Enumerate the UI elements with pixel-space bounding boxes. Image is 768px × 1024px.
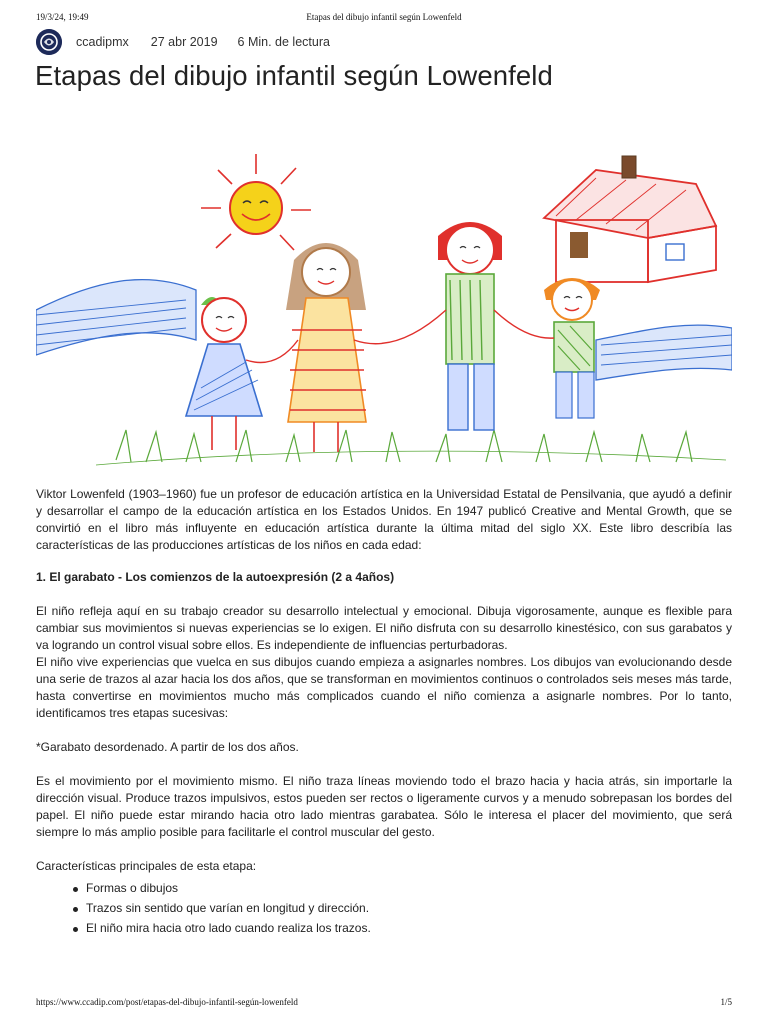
print-url[interactable]: https://www.ccadip.com/post/etapas-del-dibujo-infantil-según-lowenfeld <box>36 997 298 1007</box>
house-icon <box>544 156 716 282</box>
mother-figure <box>286 243 366 452</box>
list-item: Formas o dibujos <box>36 880 732 897</box>
post-date: 27 abr 2019 <box>150 35 218 49</box>
paragraph: El niño vive experiencias que vuelca en sus dibujos cuando empieza a asignarles nombres. Los dibujos van evolucionando desde una serie de trazos al azar hacia los dos años, que se transforman en movimientos continuos o controlados seis meses más tarde, hasta convertirse en movimientos mucho más complicados cuando el niño comienza a asignarle nombres. Por lo tanto, identificamos tres etapas sucesivas: <box>36 655 732 720</box>
river-shape <box>36 280 732 380</box>
print-timestamp: 19/3/24, 19:49 <box>36 12 89 22</box>
avatar[interactable] <box>36 29 62 55</box>
article-body <box>36 486 732 940</box>
post-meta <box>36 29 330 55</box>
list-item: El niño mira hacia otro lado cuando realiza los trazos. <box>36 920 732 937</box>
paragraph-garabato-desordenado: *Garabato desordenado. A partir de los dos años. <box>36 740 299 754</box>
hero-image-child-drawing <box>36 140 732 480</box>
article-title: Etapas del dibujo infantil según Lowenfeld <box>35 60 553 91</box>
paragraph: Es el movimiento por el movimiento mismo. El niño traza líneas moviendo todo el brazo hacia y hacia atrás, sin importarle la dirección visual. Produce trazos impulsivos, estos pueden ser rectos o ligeramente curvos y a menudo sobrepasan los bordes del papel. El niño puede estar mirando hacia otro lado mientras garabatea. Sólo le interesa el placer del movimiento, que será siempre lo más amplio posible para facilitarle el control muscular del gesto. <box>36 774 732 839</box>
read-time: 6 Min. de lectura <box>237 35 330 49</box>
grass-shape <box>96 430 726 465</box>
avatar-logo-icon <box>36 29 62 55</box>
author-name[interactable]: ccadipmx <box>76 35 129 49</box>
child-girl-figure <box>186 297 262 450</box>
print-page-number: 1/5 <box>720 997 732 1007</box>
child-boy-figure <box>544 278 600 418</box>
list-item: Trazos sin sentido que varían en longitud y dirección. <box>36 900 732 917</box>
characteristics-list <box>36 880 732 937</box>
holding-hands-lines <box>246 310 554 363</box>
sun-icon <box>201 154 311 250</box>
paragraph-caracteristicas: Características principales de esta etapa: <box>36 859 257 873</box>
intro-paragraph: Viktor Lowenfeld (1903–1960) fue un profesor de educación artística en la Universidad Estatal de Pensilvania, que ayudó a definir y desarrollar el campo de la educación artística en los Estados Unidos. En 1947 publicó Creative and Mental Growth, que se convirtió en el libro más influyente en educación artística durante la última mitad del siglo XX. Este libro describía las características de las producciones artísticas de los niños en cada edad: <box>36 487 732 552</box>
print-page-title: Etapas del dibujo infantil según Lowenfeld <box>306 12 462 22</box>
father-figure <box>438 222 502 430</box>
paragraph: El niño refleja aquí en su trabajo creador su desarrollo intelectual y emocional. Dibuja vigorosamente, aunque es flexible para cambiar sus movimientos si nuevas experiencias se lo exigen. El niño disfruta con su desarrollo kinestésico, con sus garabatos y va logrando un control visual sobre ellos. Es independiente de influencias perturbadoras. <box>36 604 732 652</box>
section-heading-garabato: 1. El garabato - Los comienzos de la autoexpresión (2 a 4años) <box>36 570 395 584</box>
print-header <box>0 12 768 26</box>
print-footer <box>0 997 768 1011</box>
